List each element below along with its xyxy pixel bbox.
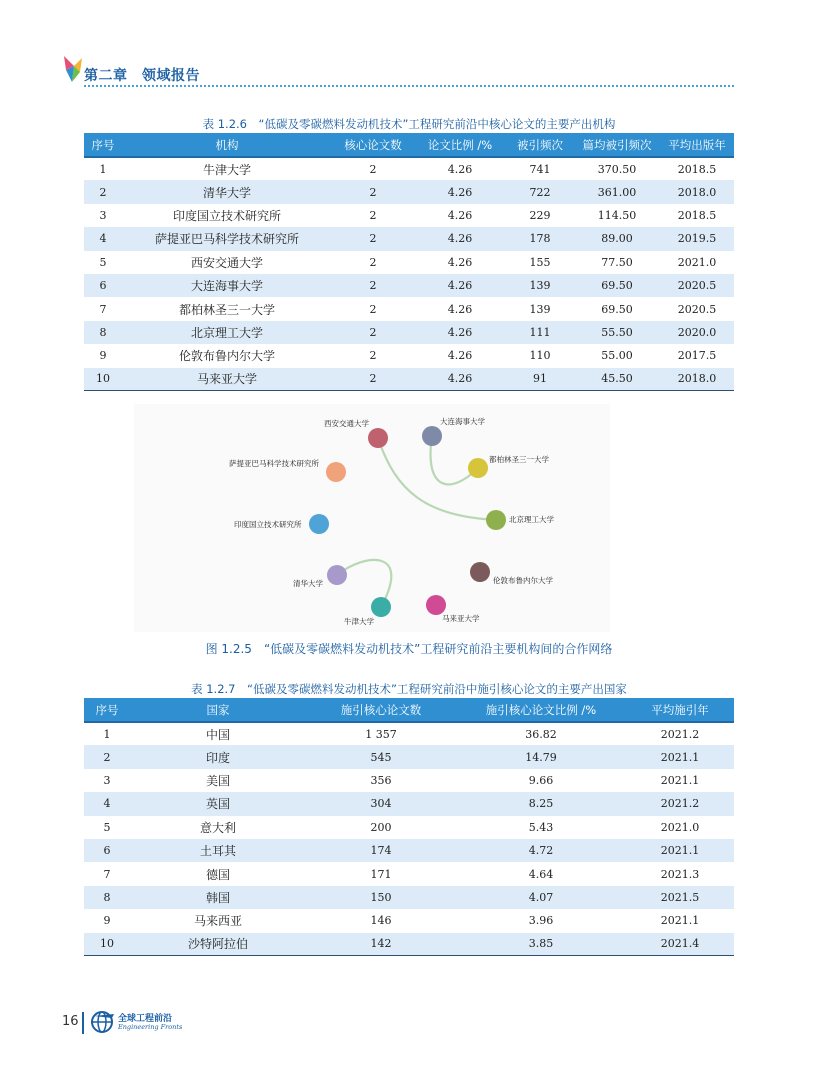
table-row bbox=[84, 792, 734, 815]
table-cell: 2 bbox=[84, 180, 122, 203]
table-cell: 2 bbox=[369, 302, 377, 316]
table-cell: 2 bbox=[369, 255, 377, 269]
column-header: 机构 bbox=[122, 133, 332, 157]
table-cell: 英国 bbox=[130, 792, 306, 815]
table-cell: 2 bbox=[332, 180, 414, 203]
table-cell: 114.50 bbox=[597, 208, 637, 222]
column-header: 序号 bbox=[84, 133, 122, 157]
table-cell: 马来西亚 bbox=[193, 914, 242, 929]
table-row bbox=[84, 769, 734, 792]
table-row bbox=[84, 297, 734, 320]
table-cell: 91 bbox=[506, 368, 574, 391]
table-cell: 4.26 bbox=[447, 349, 473, 363]
table-cell: 2 bbox=[369, 162, 377, 176]
table-cell: 2021.1 bbox=[660, 914, 700, 928]
table-row bbox=[84, 321, 734, 344]
table-cell: 印度 bbox=[130, 745, 306, 768]
table-cell: 9.66 bbox=[528, 773, 554, 787]
table-cell: 2018.5 bbox=[677, 208, 717, 222]
table-cell: 146 bbox=[370, 914, 392, 928]
table-cell: 北京理工大学 bbox=[122, 321, 332, 344]
network-node-label: 清华大学 bbox=[293, 579, 323, 588]
table-cell: 2 bbox=[369, 349, 377, 363]
table-row bbox=[84, 344, 734, 367]
table-row bbox=[84, 157, 734, 180]
network-node-label: 马来亚大学 bbox=[442, 614, 480, 623]
table-row bbox=[84, 722, 734, 745]
table-cell: 印度国立技术研究所 bbox=[172, 208, 281, 223]
column-header: 平均施引年 bbox=[626, 698, 734, 722]
page-header bbox=[62, 54, 734, 88]
table-cell: 2020.5 bbox=[660, 274, 734, 297]
table-row bbox=[84, 745, 734, 768]
table-row bbox=[84, 274, 734, 297]
table-cell: 7 bbox=[99, 302, 107, 316]
table-cell: 2 bbox=[332, 274, 414, 297]
column-header: 国家 bbox=[130, 698, 306, 722]
table-cell: 1 bbox=[103, 727, 111, 741]
footer-divider bbox=[82, 1012, 84, 1034]
table-cell: 89.00 bbox=[574, 227, 660, 250]
network-node-label: 大连海事大学 bbox=[440, 417, 485, 426]
table-cell: 伦敦布鲁内尔大学 bbox=[178, 349, 275, 364]
page-number: 16 bbox=[62, 1014, 79, 1029]
table-cell: 741 bbox=[529, 162, 551, 176]
table-cell: 139 bbox=[506, 274, 574, 297]
table-cell: 3 bbox=[103, 773, 111, 787]
table-cell: 马来亚大学 bbox=[122, 368, 332, 391]
globe-logo-icon bbox=[90, 1010, 116, 1034]
table-cell: 都柏林圣三一大学 bbox=[178, 302, 275, 317]
table-cell: 8.25 bbox=[456, 792, 626, 815]
table-cell: 6 bbox=[84, 839, 130, 862]
table-cell: 清华大学 bbox=[122, 180, 332, 203]
table-cell: 7 bbox=[103, 867, 111, 881]
network-node bbox=[468, 458, 488, 478]
table-cell: 2018.0 bbox=[660, 180, 734, 203]
institutions-table bbox=[84, 133, 734, 391]
table-cell: 69.50 bbox=[574, 274, 660, 297]
table-cell: 6 bbox=[84, 274, 122, 297]
table-cell: 4 bbox=[84, 792, 130, 815]
table-header-row bbox=[84, 133, 734, 157]
table-cell: 229 bbox=[529, 208, 551, 222]
table-cell: 171 bbox=[370, 867, 392, 881]
table2-caption: 表 1.2.7 “低碳及零碳燃料发动机技术”工程研究前沿中施引核心论文的主要产出国家 bbox=[191, 682, 627, 696]
table-cell: 韩国 bbox=[130, 886, 306, 909]
table-cell: 4 bbox=[84, 227, 122, 250]
table-cell: 4.72 bbox=[456, 839, 626, 862]
table-cell: 1 bbox=[99, 162, 107, 176]
network-node-label: 都柏林圣三一大学 bbox=[489, 455, 549, 464]
network-node bbox=[368, 428, 388, 448]
header-divider bbox=[84, 85, 734, 87]
table-cell: 2020.0 bbox=[660, 321, 734, 344]
table-row bbox=[84, 227, 734, 250]
table-cell: 111 bbox=[506, 321, 574, 344]
table-cell: 9 bbox=[103, 914, 111, 928]
table-cell: 110 bbox=[529, 349, 551, 363]
table-cell: 8 bbox=[84, 321, 122, 344]
chapter-title: 第二章 领域报告 bbox=[84, 68, 200, 84]
table-cell: 8 bbox=[84, 886, 130, 909]
brand-name: 全球工程前沿 bbox=[118, 1014, 173, 1024]
network-node bbox=[371, 597, 391, 617]
table-cell: 2021.0 bbox=[677, 255, 717, 269]
column-header: 序号 bbox=[84, 698, 130, 722]
table-cell: 370.50 bbox=[597, 162, 637, 176]
table-cell: 4.26 bbox=[414, 274, 506, 297]
network-node-label: 伦敦布鲁内尔大学 bbox=[493, 576, 553, 585]
table-cell: 10 bbox=[84, 933, 130, 956]
table-row bbox=[84, 839, 734, 862]
table-cell: 9 bbox=[99, 349, 107, 363]
table-cell: 5.43 bbox=[528, 820, 554, 834]
network-node-label: 北京理工大学 bbox=[509, 515, 554, 524]
table-row bbox=[84, 368, 734, 391]
table-cell: 200 bbox=[370, 820, 392, 834]
table-cell: 4.26 bbox=[447, 162, 473, 176]
table-cell: 55.00 bbox=[601, 349, 633, 363]
column-header: 篇均被引频次 bbox=[574, 133, 660, 157]
table-cell: 2019.5 bbox=[660, 227, 734, 250]
table-cell: 大连海事大学 bbox=[122, 274, 332, 297]
figure-caption: 图 1.2.5 “低碳及零碳燃料发动机技术”工程研究前沿主要机构间的合作网络 bbox=[205, 642, 613, 656]
table-row bbox=[84, 204, 734, 227]
table-cell: 150 bbox=[306, 886, 456, 909]
table-cell: 牛津大学 bbox=[202, 162, 251, 177]
table-cell: 4.26 bbox=[414, 180, 506, 203]
table-cell: 77.50 bbox=[601, 255, 633, 269]
table-cell: 4.26 bbox=[447, 255, 473, 269]
table-cell: 174 bbox=[306, 839, 456, 862]
table-cell: 361.00 bbox=[574, 180, 660, 203]
table-cell: 4.26 bbox=[414, 368, 506, 391]
table-cell: 69.50 bbox=[601, 302, 633, 316]
network-node bbox=[422, 426, 442, 446]
page-footer bbox=[62, 1010, 262, 1040]
table-cell: 2 bbox=[369, 208, 377, 222]
table-cell: 36.82 bbox=[525, 727, 557, 741]
table-cell: 5 bbox=[99, 255, 107, 269]
table-row bbox=[84, 862, 734, 885]
table-cell: 2021.1 bbox=[660, 773, 700, 787]
network-node bbox=[326, 462, 346, 482]
table-cell: 3 bbox=[99, 208, 107, 222]
table-cell: 土耳其 bbox=[130, 839, 306, 862]
table-cell: 139 bbox=[529, 302, 551, 316]
table-cell: 4.26 bbox=[414, 227, 506, 250]
table-cell: 2021.4 bbox=[626, 933, 734, 956]
table-row bbox=[84, 909, 734, 932]
countries-table bbox=[84, 698, 734, 956]
table-cell: 2 bbox=[332, 321, 414, 344]
table-cell: 2017.5 bbox=[677, 349, 717, 363]
table-cell: 10 bbox=[84, 368, 122, 391]
column-header: 论文比例 /% bbox=[414, 133, 506, 157]
table-cell: 美国 bbox=[205, 773, 230, 788]
table-cell: 142 bbox=[306, 933, 456, 956]
column-header: 核心论文数 bbox=[332, 133, 414, 157]
table-cell: 2 bbox=[332, 227, 414, 250]
table-row bbox=[84, 886, 734, 909]
network-node bbox=[327, 565, 347, 585]
column-header: 施引核心论文比例 /% bbox=[456, 698, 626, 722]
table-cell: 3.85 bbox=[456, 933, 626, 956]
table-cell: 德国 bbox=[205, 867, 230, 882]
table-cell: 2 bbox=[84, 745, 130, 768]
network-node bbox=[470, 562, 490, 582]
table-cell: 304 bbox=[306, 792, 456, 815]
network-node-label: 牛津大学 bbox=[344, 617, 374, 626]
column-header: 被引频次 bbox=[506, 133, 574, 157]
table-cell: 545 bbox=[306, 745, 456, 768]
table-cell: 2021.2 bbox=[660, 727, 700, 741]
table-cell: 意大利 bbox=[199, 820, 236, 835]
table-cell: 1 357 bbox=[365, 727, 397, 741]
table-header-row bbox=[84, 698, 734, 722]
table-cell: 2021.1 bbox=[626, 839, 734, 862]
table-cell: 5 bbox=[103, 820, 111, 834]
network-node bbox=[426, 595, 446, 615]
table-cell: 4.26 bbox=[447, 302, 473, 316]
table-cell: 55.50 bbox=[574, 321, 660, 344]
collaboration-network-figure bbox=[134, 404, 610, 632]
network-node-label: 萨提亚巴马科学技术研究所 bbox=[229, 459, 319, 468]
table-cell: 萨提亚巴马科学技术研究所 bbox=[122, 227, 332, 250]
table-cell: 2018.5 bbox=[677, 162, 717, 176]
table-cell: 4.26 bbox=[447, 208, 473, 222]
table1-caption: 表 1.2.6 “低碳及零碳燃料发动机技术”工程研究前沿中核心论文的主要产出机构 bbox=[202, 117, 616, 131]
table-cell: 2018.0 bbox=[660, 368, 734, 391]
table-cell: 2021.3 bbox=[660, 867, 700, 881]
column-header: 施引核心论文数 bbox=[306, 698, 456, 722]
network-node-label: 西安交通大学 bbox=[324, 419, 369, 428]
table-cell: 2021.2 bbox=[626, 792, 734, 815]
table-cell: 2 bbox=[332, 368, 414, 391]
network-svg bbox=[134, 404, 610, 632]
network-node bbox=[486, 510, 506, 530]
table-row bbox=[84, 251, 734, 274]
table-cell: 178 bbox=[506, 227, 574, 250]
table-cell: 沙特阿拉伯 bbox=[130, 933, 306, 956]
table-cell: 14.79 bbox=[456, 745, 626, 768]
table-cell: 4.64 bbox=[528, 867, 554, 881]
brand-name-en: Engineering Fronts bbox=[118, 1023, 183, 1031]
table-cell: 4.07 bbox=[456, 886, 626, 909]
table-cell: 2020.5 bbox=[677, 302, 717, 316]
network-node-label: 印度国立技术研究所 bbox=[234, 520, 302, 529]
table-cell: 2021.1 bbox=[626, 745, 734, 768]
table-cell: 中国 bbox=[205, 727, 230, 742]
table-row bbox=[84, 816, 734, 839]
table-cell: 2021.0 bbox=[660, 820, 700, 834]
table-cell: 356 bbox=[370, 773, 392, 787]
column-header: 平均出版年 bbox=[660, 133, 734, 157]
table-cell: 4.26 bbox=[414, 321, 506, 344]
network-node bbox=[309, 514, 329, 534]
table-cell: 3.96 bbox=[528, 914, 554, 928]
table-cell: 45.50 bbox=[574, 368, 660, 391]
table-cell: 722 bbox=[506, 180, 574, 203]
table-cell: 西安交通大学 bbox=[190, 255, 263, 270]
table-row bbox=[84, 933, 734, 956]
table-cell: 2021.5 bbox=[626, 886, 734, 909]
table-cell: 155 bbox=[529, 255, 551, 269]
chapter-logo-icon bbox=[62, 54, 84, 84]
table-row bbox=[84, 180, 734, 203]
